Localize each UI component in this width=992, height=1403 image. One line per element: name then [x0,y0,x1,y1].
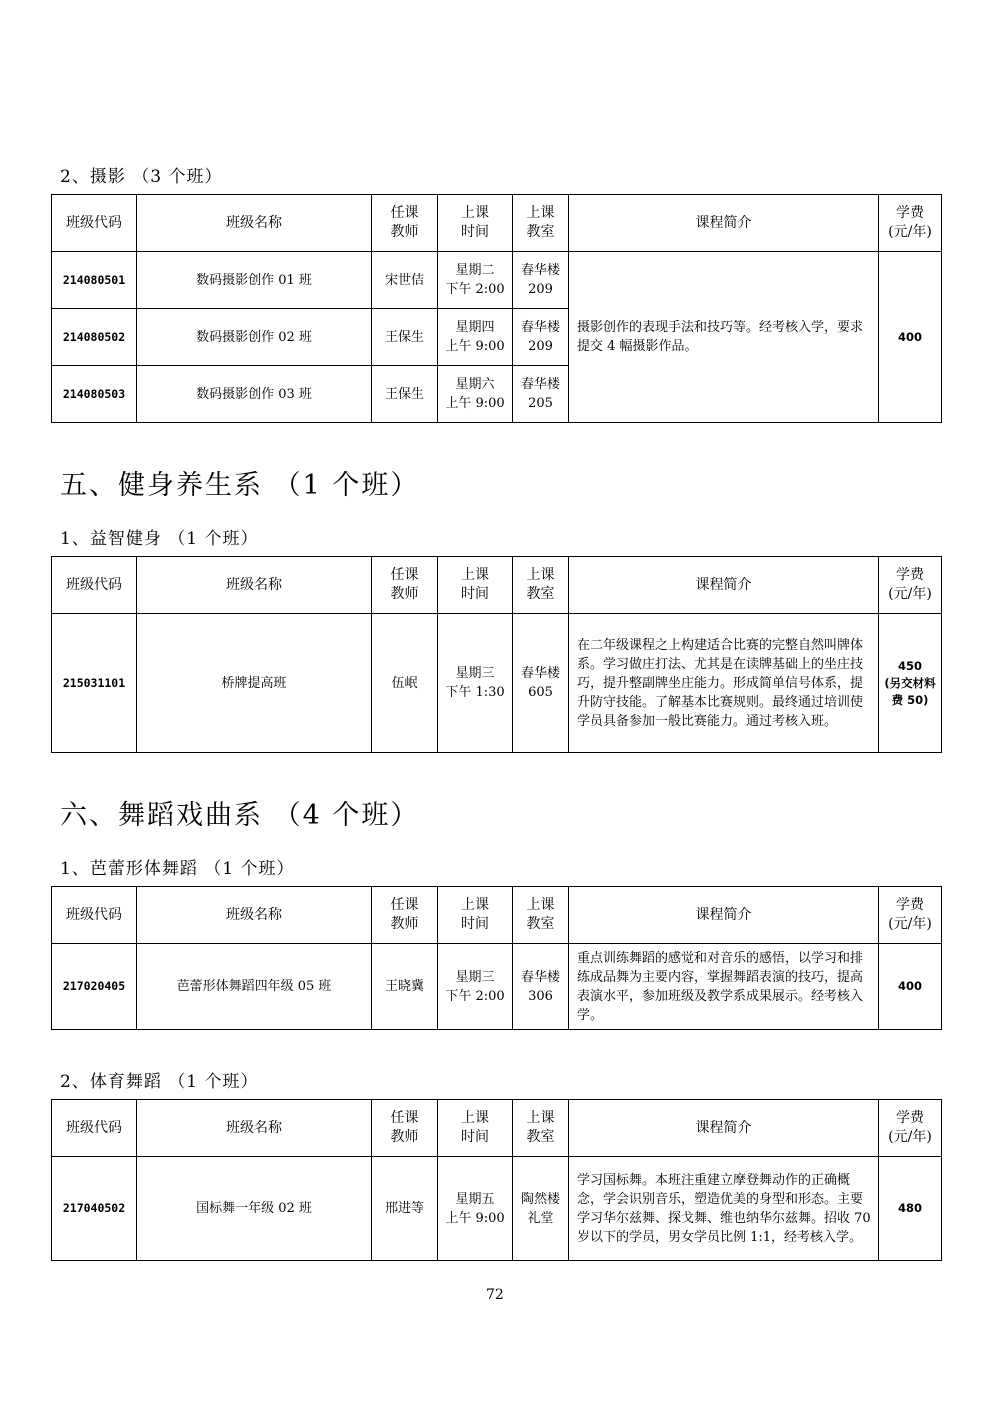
header-name: 班级名称 [137,1100,372,1157]
header-time: 上课 时间 [438,887,513,944]
header-teacher: 任课 教师 [372,195,438,252]
class-name: 芭蕾形体舞蹈四年级 05 班 [137,944,372,1030]
header-name: 班级名称 [137,557,372,614]
class-code: 214080502 [52,309,137,366]
class-name: 数码摄影创作 02 班 [137,309,372,366]
class-table-photography [51,194,942,423]
header-room: 上课 教室 [513,1100,569,1157]
class-room: 春华楼 205 [513,366,569,423]
table-header-row [52,887,942,944]
table-header-row [52,1100,942,1157]
section-heading-photography: 2、摄影 （3 个班） [60,167,223,187]
department-heading-fitness: 五、健身养生系 （1 个班） [60,470,420,501]
header-fee: 学费 (元/年) [879,195,942,252]
table-header-row [52,195,942,252]
class-fee: 400 [879,944,942,1030]
header-intro: 课程简介 [569,1100,879,1157]
class-code: 217040502 [52,1157,137,1261]
class-room: 春华楼 209 [513,252,569,309]
class-time: 星期二 下午 2:00 [438,252,513,309]
header-code: 班级代码 [52,195,137,252]
class-teacher: 王保生 [372,309,438,366]
course-intro: 在二年级课程之上构建适合比赛的完整自然叫牌体系。学习做庄打法、尤其是在读牌基础上的坐庄技巧，提升整副牌坐庄能力。形成简单信号体系，提升防守技能。了解基本比赛规则。最终通过培训使学员具备参加一般比赛能力。通过考核入班。 [569,614,879,753]
header-fee: 学费 (元/年) [879,557,942,614]
page-number: 72 [486,1287,504,1303]
class-name: 数码摄影创作 03 班 [137,366,372,423]
class-teacher: 宋世佶 [372,252,438,309]
header-name: 班级名称 [137,195,372,252]
class-time: 星期三 下午 2:00 [438,944,513,1030]
table-header-row [52,557,942,614]
header-fee: 学费 (元/年) [879,1100,942,1157]
section-heading-ballet: 1、芭蕾形体舞蹈 （1 个班） [60,859,295,879]
class-code: 217020405 [52,944,137,1030]
header-time: 上课 时间 [438,557,513,614]
header-room: 上课 教室 [513,887,569,944]
class-code: 214080501 [52,252,137,309]
class-code: 215031101 [52,614,137,753]
class-name: 桥牌提高班 [137,614,372,753]
class-room: 春华楼 306 [513,944,569,1030]
class-room: 春华楼 209 [513,309,569,366]
header-fee: 学费 (元/年) [879,887,942,944]
class-table-ballet [51,886,942,1030]
class-table-fitness [51,556,942,753]
header-time: 上课 时间 [438,1100,513,1157]
class-code: 214080503 [52,366,137,423]
header-teacher: 任课 教师 [372,1100,438,1157]
class-fee: 480 [879,1157,942,1261]
class-room: 春华楼 605 [513,614,569,753]
class-name: 国标舞一年级 02 班 [137,1157,372,1261]
header-intro: 课程简介 [569,887,879,944]
table-row [52,1157,942,1261]
section-heading-sport-dance: 2、体育舞蹈 （1 个班） [60,1072,259,1092]
class-table-sport-dance [51,1099,942,1261]
header-teacher: 任课 教师 [372,557,438,614]
section-heading-brain-fitness: 1、益智健身 （1 个班） [60,529,259,549]
table-row [52,944,942,1030]
header-intro: 课程简介 [569,195,879,252]
class-fee: 450 (另交材料 费 50) [879,614,942,753]
department-heading-dance: 六、舞蹈戏曲系 （4 个班） [60,800,420,831]
table-row [52,252,942,309]
header-room: 上课 教室 [513,557,569,614]
class-time: 星期六 上午 9:00 [438,366,513,423]
header-code: 班级代码 [52,557,137,614]
header-teacher: 任课 教师 [372,887,438,944]
course-intro: 学习国标舞。本班注重建立摩登舞动作的正确概念，学会识别音乐，塑造优美的身型和形态。主要学习华尔兹舞、探戈舞、维也纳华尔兹舞。招收 70 岁以下的学员，男女学员比例 1:1，经考核入学。 [569,1157,879,1261]
header-code: 班级代码 [52,1100,137,1157]
class-teacher: 邢进等 [372,1157,438,1261]
header-code: 班级代码 [52,887,137,944]
class-teacher: 王晓冀 [372,944,438,1030]
class-teacher: 伍岷 [372,614,438,753]
class-time: 星期四 上午 9:00 [438,309,513,366]
class-time: 星期五 上午 9:00 [438,1157,513,1261]
header-name: 班级名称 [137,887,372,944]
header-room: 上课 教室 [513,195,569,252]
class-fee: 400 [879,252,942,423]
header-intro: 课程简介 [569,557,879,614]
class-room: 陶然楼 礼堂 [513,1157,569,1261]
course-intro: 摄影创作的表现手法和技巧等。经考核入学，要求提交 4 幅摄影作品。 [569,252,879,423]
class-teacher: 王保生 [372,366,438,423]
table-row [52,614,942,753]
class-time: 星期三 下午 1:30 [438,614,513,753]
course-intro: 重点训练舞蹈的感觉和对音乐的感悟，以学习和排练成品舞为主要内容，掌握舞蹈表演的技巧，提高表演水平，参加班级及教学系成果展示。经考核入学。 [569,944,879,1030]
class-name: 数码摄影创作 01 班 [137,252,372,309]
header-time: 上课 时间 [438,195,513,252]
